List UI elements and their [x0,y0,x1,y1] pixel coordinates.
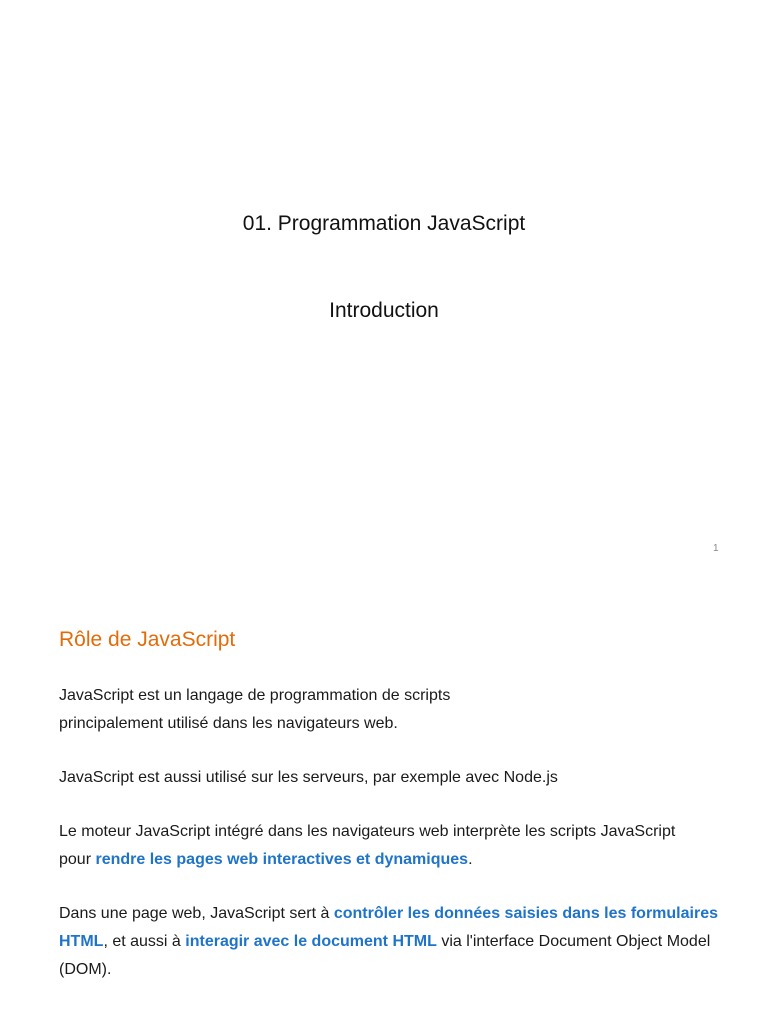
slide-subtitle: Introduction [329,299,439,322]
paragraph-usage [59,900,749,984]
paragraph-usage-pre: Dans une page web, JavaScript sert à [59,905,334,922]
paragraph-usage-mid: , et aussi à [103,933,186,950]
slide-title: 01. Programmation JavaScript [242,212,526,235]
page-number: 1 [713,543,719,554]
paragraph-engine-line-1: Le moteur JavaScript intégré dans les navigateurs web interprète les scripts JavaScript [59,823,676,840]
paragraph-usage-post: via l'interface Document Object Model (DOM). [59,933,711,978]
highlight-dom-interaction: interagir avec le document HTML [185,933,437,950]
section-heading: Rôle de JavaScript [59,628,236,651]
paragraph-definition [59,682,749,738]
highlight-form-validation: contrôler les données saisies dans les formulaires HTML [59,905,718,950]
paragraph-definition-line-2: principalement utilisé dans les navigateurs web. [59,715,398,732]
paragraph-server [59,764,749,792]
paragraph-server-text: JavaScript est aussi utilisé sur les serveurs, par exemple avec Node.js [59,769,558,786]
highlight-interactive-pages: rendre les pages web interactives et dynamiques [95,851,469,868]
paragraph-definition-line-1: JavaScript est un langage de programmation de scripts [59,687,451,704]
slide-content [59,682,749,1010]
paragraph-engine-post: . [468,851,473,868]
paragraph-engine-pre: pour [59,851,96,868]
content-slide [0,580,768,1024]
paragraph-engine [59,818,749,874]
